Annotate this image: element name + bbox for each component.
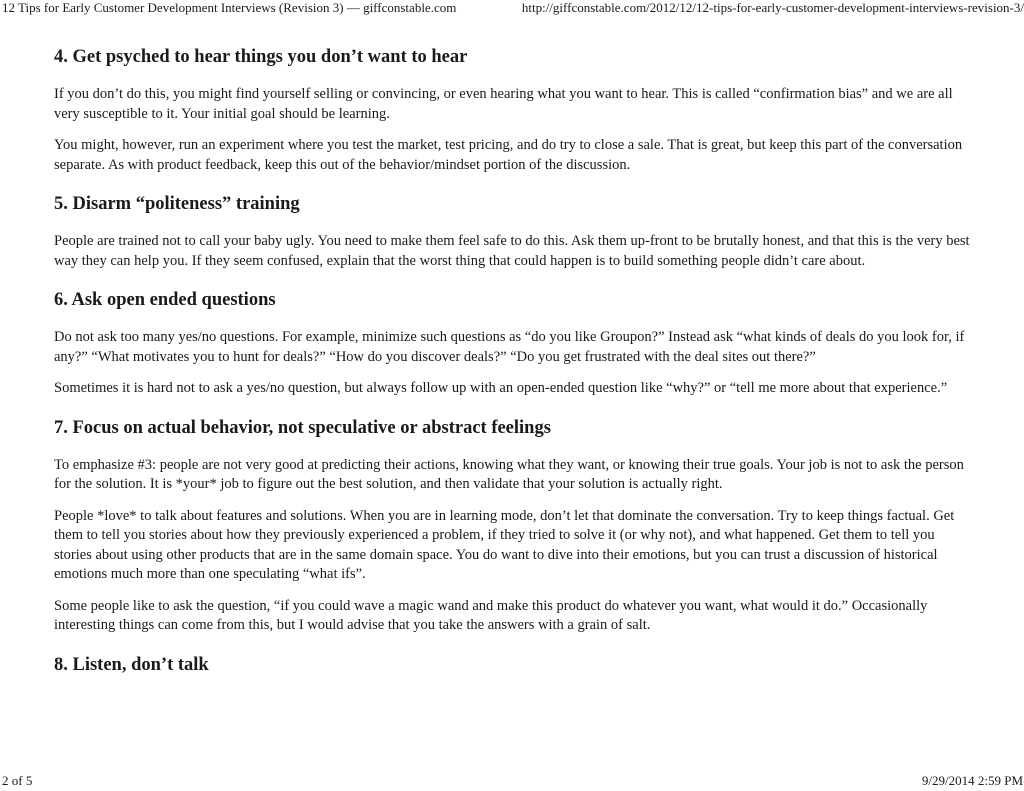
page-number: 2 of 5	[2, 773, 33, 788]
section-6	[54, 287, 970, 399]
paragraph: You might, however, run an experiment where you test the market, test pricing, and do try to close a sale. That is great, but keep this part of the conversation separate. As with product feedback, keep this out of the behavior/mindset portion of the discussion.	[54, 137, 963, 173]
page-title: 12 Tips for Early Customer Development Interviews (Revision 3) — giffconstable.com	[2, 0, 457, 15]
section-5	[54, 191, 970, 271]
section-4	[54, 44, 970, 175]
section-heading: 5. Disarm “politeness” training	[54, 194, 300, 214]
article-body	[54, 44, 970, 693]
section-heading: 6. Ask open ended questions	[54, 290, 276, 310]
paragraph: People are trained not to call your baby ugly. You need to make them feel safe to do this. Ask them up-front to be brutally honest, and that this is the very best way they can help you. If they seem confused, explain that the worst thing that could happen is to build something people didn’t care about.	[54, 233, 970, 269]
print-header	[0, 0, 1024, 20]
paragraph: Sometimes it is hard not to ask a yes/no question, but always follow up with an open-ended question like “why?” or “tell me more about that experience.”	[54, 380, 948, 396]
paragraph: Some people like to ask the question, “if you could wave a magic wand and make this product do whatever you want, what would it do.” Occasionally interesting things can come from this, but I would advise that you take the answers with a grain of salt.	[54, 597, 928, 633]
section-heading: 4. Get psyched to hear things you don’t want to hear	[54, 47, 468, 67]
section-heading: 8. Listen, don’t talk	[54, 654, 209, 675]
paragraph: To emphasize #3: people are not very good at predicting their actions, knowing what they want, or knowing their true goals. Your job is not to ask the person for the solution. It is *your* job to figure out the best solution, and then validate that your solution is actually right.	[54, 456, 964, 492]
paragraph: If you don’t do this, you might find yourself selling or convincing, or even hearing what you want to hear. This is called “confirmation bias” and we are all very susceptible to it. Your initial goal should be learning.	[54, 86, 953, 122]
paragraph: Do not ask too many yes/no questions. For example, minimize such questions as “do you like Groupon?” Instead ask “what kinds of deals do you look for, if any?” “What motivates you to hunt for deals?” “How do you discover deals?” “Do you get frustrated with the deal sites out there?”	[54, 329, 965, 365]
section-heading: 7. Focus on actual behavior, not speculative or abstract feelings	[54, 417, 551, 438]
paragraph: People *love* to talk about features and solutions. When you are in learning mode, don’t let that dominate the conversation. Try to keep things factual. Get them to tell you stories about how they previously experienced a problem, if they tried to solve it (or why not), and what happened. Get them to tell you stories about using other products that are in the same domain space. You do want to dive into their emotions, but you can trust a discussion of historical emotions much more than one speculating “what ifs”.	[54, 507, 955, 582]
page-url[interactable]: http://giffconstable.com/2012/12/12-tips-for-early-customer-development-interviews-revision-3/	[521, 0, 1024, 15]
print-datetime: 9/29/2014 2:59 PM	[921, 773, 1023, 788]
print-footer	[0, 773, 1024, 791]
section-7	[54, 415, 970, 636]
section-8	[54, 652, 970, 678]
